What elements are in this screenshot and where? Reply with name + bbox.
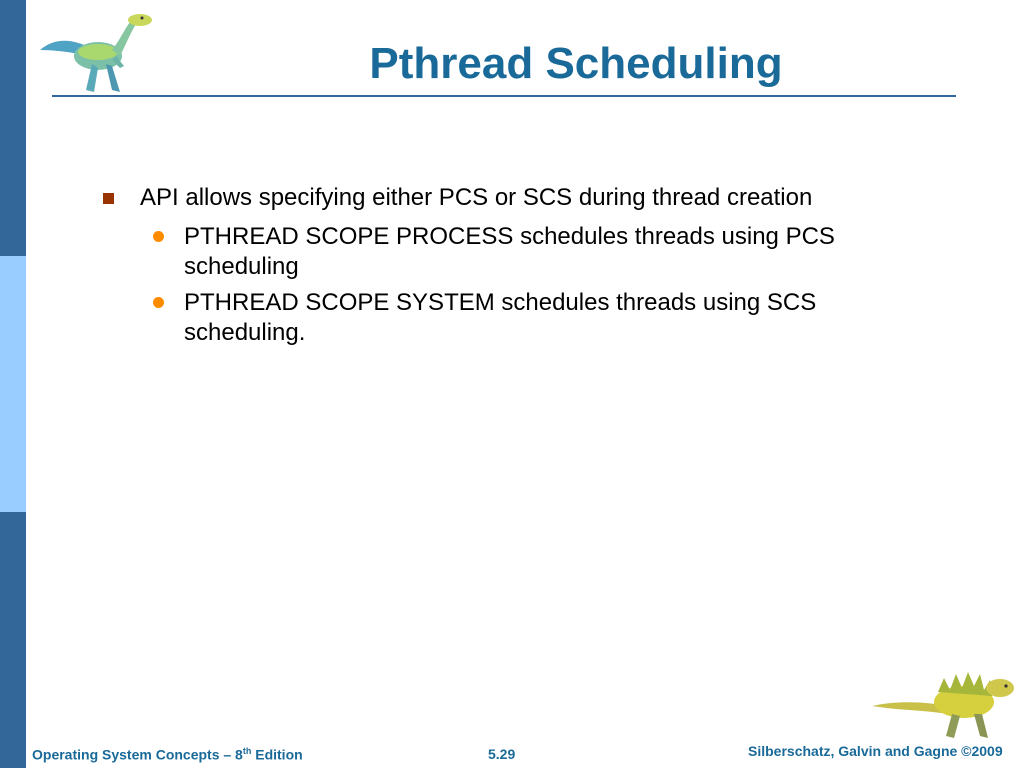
- dinosaur-logo-top: [36, 6, 158, 98]
- dinosaur-logo-bottom: [868, 656, 1018, 740]
- sidebar-middle-band: [0, 256, 26, 512]
- footer-page-number: 5.29: [488, 746, 516, 762]
- title-underline: [52, 95, 956, 97]
- square-bullet-icon: [103, 193, 114, 204]
- circle-bullet-icon: [153, 297, 164, 308]
- bullet-text: API allows specifying either PCS or SCS during thread creation: [140, 184, 813, 211]
- sub-bullet-item: [100, 222, 884, 282]
- sub-bullet-line-1: PTHREAD SCOPE SYSTEM schedules threads using SCS: [184, 289, 817, 316]
- sub-bullet-item: [100, 288, 884, 348]
- footer-edition-text: Edition: [251, 746, 303, 763]
- footer-authors: Silberschatz, Galvin and Gagne ©2009: [748, 743, 1003, 759]
- slide-content: [100, 180, 980, 348]
- sub-bullet-line-1: PTHREAD SCOPE PROCESS schedules threads using PCS: [184, 223, 835, 250]
- sub-bullet-line-2: scheduling.: [184, 319, 306, 346]
- sidebar-bottom-band: [0, 512, 26, 768]
- footer-edition-superscript: th: [242, 746, 252, 756]
- sub-bullet-line-2: scheduling: [184, 253, 299, 280]
- bullet-item: [100, 180, 980, 216]
- footer-book-title: [32, 746, 303, 763]
- circle-bullet-icon: [153, 231, 164, 242]
- sidebar-top-band: [0, 0, 26, 256]
- slide-title: Pthread Scheduling: [369, 39, 783, 88]
- left-sidebar: [0, 0, 26, 768]
- footer-book-title-text: Operating System Concepts – 8: [32, 746, 243, 763]
